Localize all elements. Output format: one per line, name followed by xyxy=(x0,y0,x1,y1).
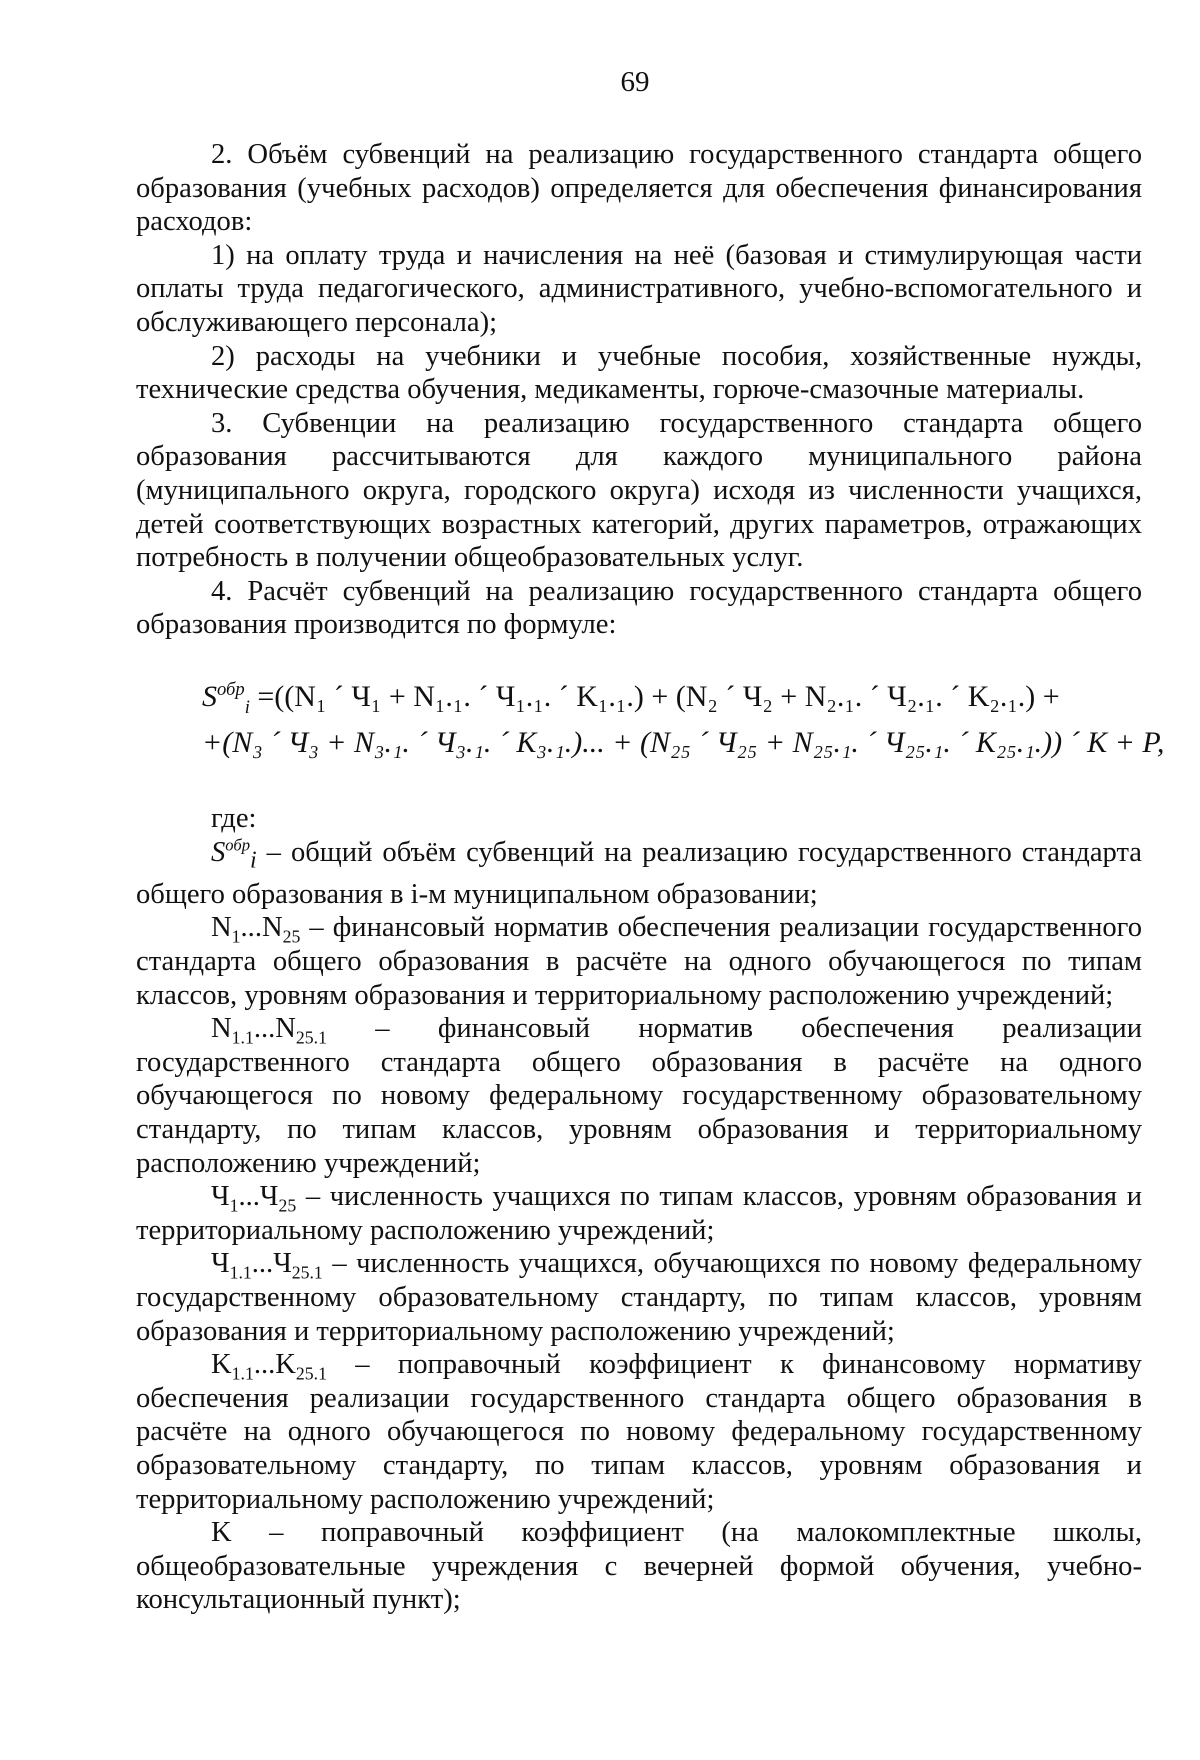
definition-k: K – поправочный коэффициент (на малокомплектные школы, общеобразовательные учреждения с вечерней формой обучения, учебно-консультационный пункт); xyxy=(136,1517,1143,1616)
paragraph-2-1: 1) на оплату труда и начисления на неё (базовая и стимулирующая части оплаты труда педагогического, административного, учебно-вспомогательного и обслуживающего персонала); xyxy=(136,239,1142,338)
symbol-k1: $K_{1.1}...K_{25.1}$ xyxy=(211,1349,327,1384)
definition-n: $N_1...N_{25}$ – финансовый норматив обеспечения реализации государственного стандарта общего образования в расчёте на одного обучающегося по типам классов, уровням образования и территориальному расположению учреждений; xyxy=(136,912,1142,1011)
symbol-ch1: $Ч_{1.1}...Ч_{25.1}$ xyxy=(211,1248,323,1284)
symbol-s: $S^{обр}_i$ xyxy=(211,834,257,874)
page-number: 69 xyxy=(620,66,650,98)
definition-n1: $N_{1.1}...N_{25.1}$ – финансовый норматив обеспечения реализации государственного стандарта общего образования в расчёте на одного обучающегося по новому федеральному государственному образовательному стандарту, по типам классов, уровням образования и территориальному расположению учреждений; xyxy=(136,1013,1142,1179)
symbol-k: K xyxy=(211,1517,232,1549)
definition-k1: $K_{1.1}...K_{25.1}$ – поправочный коэффициент к финансовому нормативу обеспечения реализации государственного стандарта общего образования в расчёте на одного обучающегося по новому федеральному государственному образовательному стандарту, по типам классов, уровням образования и территориальному расположению учреждений; xyxy=(136,1349,1142,1515)
formula-lhs: $S^{обр}_i$ xyxy=(202,678,250,718)
definition-ch: $Ч_1...Ч_{25}$ – численность учащихся по типам классов, уровням образования и территориальному расположению учреждений; xyxy=(136,1181,1142,1246)
definition-s: $S^{обр}_i$ – общий объём субвенций на реализацию государственного стандарта общего образования в i-м муниципальном образовании; xyxy=(136,834,1142,910)
symbol-n: $N_1...N_{25}$ xyxy=(211,912,301,948)
subvention-formula xyxy=(202,674,1165,766)
document-body xyxy=(136,138,1165,1617)
paragraph-4: 4. Расчёт субвенций на реализацию государственного стандарта общего образования производится по формуле: xyxy=(136,575,1142,641)
formula-line-1: $S^{обр}_i =((N_1$ ´ Ч₁ + N₁.₁. ´ Ч₁.₁. ´ K₁.₁.) + (N₂ ´ Ч₂ + N₂.₁. ´ Ч₂.₁. ´ K₂.₁.) + xyxy=(202,678,1060,718)
definition-ch1: $Ч_{1.1}...Ч_{25.1}$ – численность учащихся, обучающихся по новому федеральному государственному образовательному стандарту, по типам классов, уровням образования и территориальному расположению учреждений; xyxy=(136,1248,1142,1347)
paragraph-3: 3. Субвенции на реализацию государственного стандарта общего образования рассчитываются для каждого муниципального района (муниципального округа, городского округа) исходя из численности учащихся, детей соответствующих возрастных категорий, других параметров, отражающих потребность в получении общеобразовательных услуг. xyxy=(136,407,1142,574)
symbol-n1: $N_{1.1}...N_{25.1}$ xyxy=(211,1013,327,1048)
paragraph-2: 2. Объём субвенций на реализацию государственного стандарта общего образования (учебных расходов) определяется для обеспечения финансирования расходов: xyxy=(136,139,1142,238)
where-label: где: xyxy=(211,802,257,834)
spacer xyxy=(136,766,1142,802)
paragraph-2-2: 2) расходы на учебники и учебные пособия, хозяйственные нужды, технические средства обучения, медикаменты, горюче-смазочные материалы. xyxy=(136,340,1142,406)
symbol-ch: $Ч_1...Ч_{25}$ xyxy=(211,1181,297,1216)
formula-line-2: +(N₃ ´ Ч₃ + N₃.₁. ´ Ч₃.₁. ´ K₃.₁.)... + (N₂₅ ´ Ч₂₅ + N₂₅.₁. ´ Ч₂₅.₁. ´ K₂₅.₁.)) ´ K + P, xyxy=(202,725,1165,759)
